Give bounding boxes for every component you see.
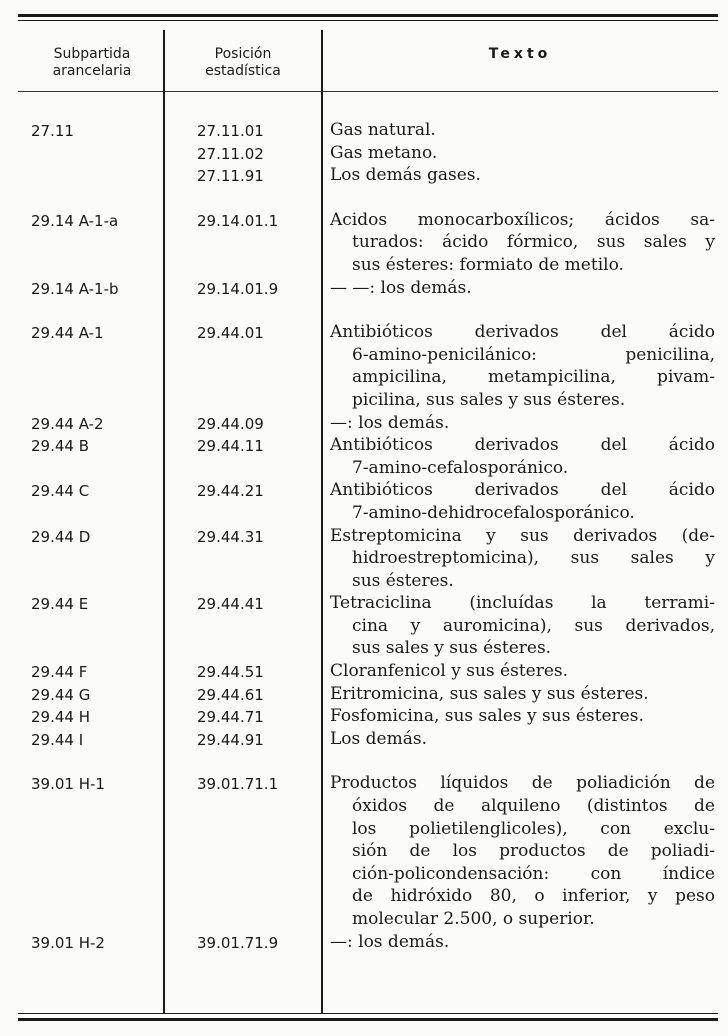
- subpartida-cell: 39.01 H-2: [31, 933, 105, 952]
- header-posicion: [166, 46, 320, 80]
- texto-line: óxidos de alquileno (distintos de: [352, 796, 715, 817]
- texto-cell: [330, 142, 715, 165]
- posicion-cell: 29.44.09: [197, 414, 264, 433]
- subpartida-cell: 29.44 C: [31, 482, 90, 501]
- subpartida-cell: 29.44 F: [31, 663, 88, 682]
- texto-cell: [330, 683, 715, 706]
- texto-cell: [330, 660, 715, 683]
- texto-line: Antibióticos derivados del ácido: [330, 322, 715, 343]
- posicion-cell: 29.44.91: [197, 730, 264, 749]
- texto-line: ampicilina, metampicilina, pivam-: [352, 367, 715, 388]
- table-row: [0, 772, 728, 930]
- table-row: [0, 209, 728, 277]
- posicion-cell: 29.44.01: [197, 324, 264, 343]
- subpartida-cell: 29.44 I: [31, 730, 84, 749]
- table-row: [0, 142, 728, 165]
- table-row: [0, 525, 728, 593]
- texto-line: 7-amino-cefalosporánico.: [352, 457, 569, 478]
- texto-cell: [330, 525, 715, 593]
- texto-line: —: los demás.: [330, 412, 450, 433]
- subpartida-cell: 29.44 E: [31, 595, 89, 614]
- texto-cell: [330, 434, 715, 479]
- texto-cell: [330, 321, 715, 411]
- posicion-cell: 39.01.71.1: [197, 775, 279, 794]
- texto-cell: [330, 728, 715, 751]
- texto-line: Eritromicina, sus sales y sus ésteres.: [330, 683, 649, 704]
- texto-cell: [330, 705, 715, 728]
- posicion-cell: 29.44.71: [197, 708, 264, 727]
- header-posicion-line1: Posición: [214, 46, 272, 62]
- table-row: [0, 592, 728, 660]
- header-subpartida-line1: Subpartida: [53, 46, 131, 62]
- texto-line: Antibióticos derivados del ácido: [330, 435, 715, 456]
- table-row: [0, 705, 728, 728]
- texto-line: Estreptomicina y sus derivados (de-: [330, 525, 715, 546]
- table-row: [0, 479, 728, 524]
- texto-cell: [330, 164, 715, 187]
- texto-line: Los demás gases.: [330, 165, 481, 186]
- texto-line: hidroestreptomicina), sus sales y: [352, 548, 715, 569]
- posicion-cell: 29.44.31: [197, 527, 264, 546]
- posicion-cell: 27.11.02: [197, 144, 264, 163]
- header-subpartida-line2: arancelaria: [52, 63, 132, 79]
- table-row: [0, 931, 728, 954]
- subpartida-cell: 29.44 G: [31, 685, 91, 704]
- header-rule: [18, 91, 718, 92]
- texto-line: Productos líquidos de poliadición de: [330, 773, 715, 794]
- texto-line: Antibióticos derivados del ácido: [330, 480, 715, 501]
- subpartida-cell: 29.44 A-2: [31, 414, 104, 433]
- texto-line: Cloranfenicol y sus ésteres.: [330, 661, 569, 682]
- posicion-cell: 29.44.11: [197, 437, 264, 456]
- tariff-table-body: [0, 119, 728, 953]
- texto-line: los polietilenglicoles), con exclu-: [352, 818, 715, 839]
- subpartida-cell: 39.01 H-1: [31, 775, 105, 794]
- subpartida-cell: 29.44 A-1: [31, 324, 104, 343]
- table-row: [0, 412, 728, 435]
- texto-line: sus sales y sus ésteres.: [352, 638, 552, 659]
- subpartida-cell: 29.44 B: [31, 437, 90, 456]
- texto-line: cina y auromicina), sus derivados,: [352, 615, 715, 636]
- texto-line: Acidos monocarboxílicos; ácidos sa-: [330, 209, 715, 230]
- posicion-cell: 29.14.01.1: [197, 211, 279, 230]
- texto-line: turados: ácido fórmico, sus sales y: [352, 232, 715, 253]
- posicion-cell: 29.44.41: [197, 595, 264, 614]
- texto-line: sus ésteres.: [352, 570, 454, 591]
- texto-cell: [330, 479, 715, 524]
- subpartida-cell: 29.44 D: [31, 527, 91, 546]
- texto-cell: [330, 277, 715, 300]
- table-row: [0, 434, 728, 479]
- texto-line: sus ésteres: formiato de metilo.: [352, 254, 624, 275]
- posicion-cell: 29.44.51: [197, 663, 264, 682]
- texto-line: Fosfomicina, sus sales y sus ésteres.: [330, 706, 644, 727]
- posicion-cell: 29.14.01.9: [197, 279, 279, 298]
- texto-line: molecular 2.500, o superior.: [352, 909, 595, 929]
- posicion-cell: 27.11.91: [197, 167, 264, 186]
- table-row: [0, 164, 728, 187]
- texto-cell: [330, 772, 715, 930]
- table-row: [0, 683, 728, 706]
- bottom-double-rule-thick: [18, 1018, 718, 1021]
- table-row: [0, 321, 728, 411]
- texto-cell: [330, 931, 715, 954]
- table-row: [0, 660, 728, 683]
- header-subpartida: [22, 46, 162, 80]
- texto-line: — —: los demás.: [330, 277, 472, 298]
- posicion-cell: 29.44.61: [197, 685, 264, 704]
- subpartida-cell: 29.14 A-1-b: [31, 279, 119, 298]
- texto-line: picilina, sus sales y sus ésteres.: [352, 389, 626, 410]
- posicion-cell: 27.11.01: [197, 122, 264, 140]
- texto-cell: [330, 119, 715, 142]
- bottom-double-rule-thin: [18, 1013, 718, 1014]
- subpartida-cell: 29.44 H: [31, 708, 90, 727]
- header-texto: Texto: [488, 46, 552, 62]
- table-row: [0, 277, 728, 300]
- texto-line: sión de los productos de poliadi-: [352, 841, 715, 862]
- subpartida-cell: 29.14 A-1-a: [31, 211, 119, 230]
- texto-line: Tetraciclina (incluídas la terrami-: [330, 593, 715, 614]
- subpartida-cell: 27.11: [31, 122, 74, 140]
- texto-line: ción-policondensación: con índice: [352, 863, 715, 884]
- texto-cell: [330, 592, 715, 660]
- texto-line: Gas metano.: [330, 142, 438, 163]
- texto-line: 7-amino-dehidrocefalosporánico.: [352, 502, 635, 523]
- texto-line: Los demás.: [330, 728, 427, 749]
- table-row: [0, 728, 728, 751]
- texto-cell: [330, 412, 715, 435]
- texto-line: de hidróxido 80, o inferior, y peso: [352, 886, 715, 907]
- texto-line: 6-amino-penicilánico: penicilina,: [352, 344, 715, 365]
- posicion-cell: 29.44.21: [197, 482, 264, 501]
- top-double-rule-thin: [18, 20, 718, 21]
- header-posicion-line2: estadística: [205, 63, 281, 79]
- texto-line: Gas natural.: [330, 120, 436, 140]
- table-row: [0, 119, 728, 142]
- texto-cell: [330, 209, 715, 277]
- texto-line: —: los demás.: [330, 931, 450, 952]
- top-double-rule-thick: [18, 14, 718, 17]
- posicion-cell: 39.01.71.9: [197, 933, 279, 952]
